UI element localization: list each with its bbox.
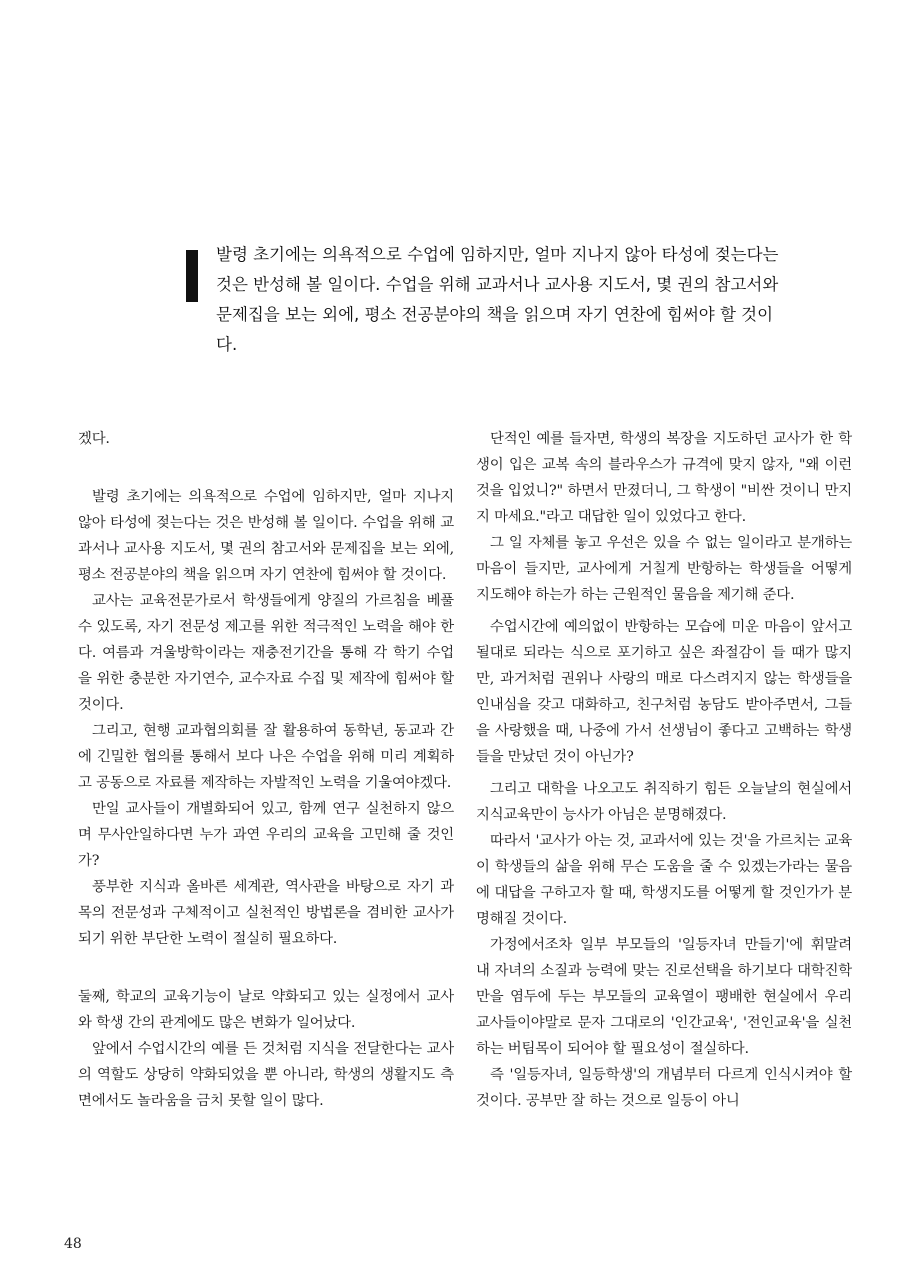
pull-quote-text: 발령 초기에는 의욕적으로 수업에 임하지만, 얼마 지나지 않아 타성에 젖는다는 것은 반성해 볼 일이다. 수업을 위해 교과서나 교사용 지도서, 몇 권의 참고서와 문제집을 보는 외에, 평소 전공분야의 책을 읽으며 자기 연찬에 힘써야 할 것이다.: [216, 245, 779, 354]
paragraph: 즉 '일등자녀, 일등학생'의 개념부터 다르게 인식시켜야 할 것이다. 공부만 잘 하는 것으로 일등이 아니: [476, 1067, 852, 1109]
paragraph: 교사는 교육전문가로서 학생들에게 양질의 가르침을 베풀 수 있도록, 자기 전문성 제고를 위한 적극적인 노력을 해야 한다. 여름과 겨울방학이라는 재충전기간을 통해 각 학기 수업을 위한 충분한 자기연수, 교수자료 수집 및 제작에 힘써야 할 것이다.: [78, 593, 454, 713]
paragraph: 단적인 예를 들자면, 학생의 복장을 지도하던 교사가 한 학생이 입은 교복 속의 블라우스가 규격에 맞지 않자, "왜 이런 것을 입었니?" 하면서 만졌더니, 그 학생이 "비싼 것이니 만지지 마세요."라고 대답한 일이 있었다고 한다.: [476, 431, 852, 525]
paragraph: 따라서 '교사가 아는 것, 교과서에 있는 것'을 가르치는 교육이 학생들의 삶을 위해 무슨 도움을 줄 수 있겠는가라는 물음에 대답을 구하고자 할 때, 학생지도를 어떻게 할 것인가가 분명해질 것이다.: [476, 833, 853, 927]
paragraph: 둘째, 학교의 교육기능이 날로 약화되고 있는 실정에서 교사와 학생 간의 관계에도 많은 변화가 일어났다.: [78, 989, 454, 1031]
right-column: [476, 426, 852, 1114]
paragraph: 앞에서 수업시간의 예를 든 것처럼 지식을 전달한다는 교사의 역할도 상당히 약화되었을 뿐 아니라, 학생의 생활지도 측면에서도 놀라움을 금치 못할 일이 많다.: [78, 1041, 454, 1109]
paragraph: 가정에서조차 일부 부모들의 '일등자녀 만들기'에 휘말려 내 자녀의 소질과 능력에 맞는 진로선택을 하기보다 대학진학만을 염두에 두는 부모들의 교육열이 팽배한 현실에서 우리 교사들이야말로 문자 그대로의 '인간교육', '전인교육'을 실천하는 버팀목이 되어야 할 필요성이 절실하다.: [476, 937, 852, 1057]
paragraph: 만일 교사들이 개별화되어 있고, 함께 연구 실천하지 않으며 무사안일하다면 누가 과연 우리의 교육을 고민해 줄 것인가?: [78, 801, 454, 869]
pull-quote: [186, 240, 786, 360]
pull-quote-bar: [186, 250, 198, 302]
paragraph: 그 일 자체를 놓고 우선은 있을 수 없는 일이라고 분개하는 마음이 들지만, 교사에게 거칠게 반항하는 학생들을 어떻게 지도해야 하는가 하는 근원적인 물음을 제기해 준다.: [476, 535, 852, 603]
paragraph: 그리고, 현행 교과협의회를 잘 활용하여 동학년, 동교과 간에 긴밀한 협의를 통해서 보다 나은 수업을 위해 미리 계획하고 공동으로 자료를 제작하는 자발적인 노력을 기울여야겠다.: [78, 723, 454, 791]
left-column: [78, 426, 454, 1114]
paragraph: 발령 초기에는 의욕적으로 수업에 임하지만, 얼마 지나지 않아 타성에 젖는다는 것은 반성해 볼 일이다. 수업을 위해 교과서나 교사용 지도서, 몇 권의 참고서와 문제집을 보는 외에, 평소 전공분야의 책을 읽으며 자기 연찬에 힘써야 할 것이다.: [78, 489, 454, 583]
paragraph: 수업시간에 예의없이 반항하는 모습에 미운 마음이 앞서고 될대로 되라는 식으로 포기하고 싶은 좌절감이 들 때가 많지만, 과거처럼 권위나 사랑의 매로 다스려지지 않는 학생들을 인내심을 갖고 대화하고, 친구처럼 농담도 받아주면서, 그들을 사랑했을 때, 나중에 가서 선생님이 좋다고 고백하는 학생들을 만났던 것이 아닌가?: [476, 619, 852, 765]
paragraph: 겠다.: [78, 431, 110, 447]
page-number: 48: [64, 1236, 82, 1252]
paragraph: 풍부한 지식과 올바른 세계관, 역사관을 바탕으로 자기 과목의 전문성과 구체적이고 실천적인 방법론을 겸비한 교사가 되기 위한 부단한 노력이 절실히 필요하다.: [78, 879, 454, 947]
paragraph: 그리고 대학을 나오고도 취직하기 힘든 오늘날의 현실에서 지식교육만이 능사가 아님은 분명해졌다.: [476, 781, 852, 823]
